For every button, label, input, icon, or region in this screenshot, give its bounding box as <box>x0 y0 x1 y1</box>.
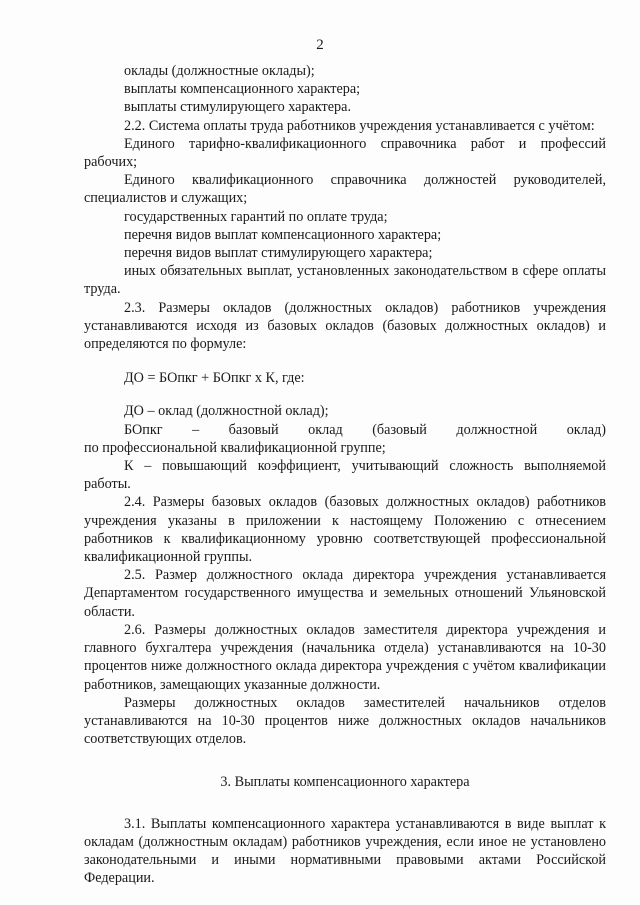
paragraph-2-6-continued: Размеры должностных окладов заместителей начальников отделов устанавливаются на 10-30 процентов ниже должностных окладов начальников соответствующих отделов. <box>84 694 606 748</box>
document-body <box>84 62 606 887</box>
list-item: перечня видов выплат компенсационного характера; <box>124 226 442 243</box>
list-item: выплаты стимулирующего характера. <box>124 99 351 116</box>
definition-bo <box>84 421 606 439</box>
paragraph-2-4: 2.4. Размеры базовых окладов (базовых должностных окладов) работников учреждения указаны в приложении к настоящему Положению с отнесением работников к квалификационному уровню соответствующей профессиональной квалификационной группы. <box>84 494 606 566</box>
list-item: Единого тарифно-квалификационного справочника работ и профессий рабочих; <box>84 135 606 171</box>
section-3-heading: 3. Выплаты компенсационного характера <box>220 774 470 791</box>
definition-do: ДО – оклад (должностной оклад); <box>124 403 329 420</box>
paragraph-2-5: 2.5. Размер должностного оклада директора учреждения устанавливается Департаментом государственного имущества и земельных отношений Ульяновской области. <box>84 567 606 620</box>
definition-k: К – повышающий коэффициент, учитывающий сложность выполняемой работы. <box>84 458 606 493</box>
paragraph-3-1: 3.1. Выплаты компенсационного характера устанавливаются в виде выплат к окладам (должностным окладам) работников учреждения, если иное не установлено законодательными и иными нормативными правовыми актами Российской Федерации. <box>84 815 606 887</box>
formula: ДО = БОпкг + БОпкг х К, где: <box>124 370 305 387</box>
list-item: оклады (должностные оклады); <box>124 63 315 79</box>
definition-bo-rest: по профессиональной квалификационной группе; <box>84 439 386 456</box>
list-item: Единого квалификационного справочника должностей руководителей, специалистов и служащих; <box>84 172 606 207</box>
list-item: государственных гарантий по оплате труда; <box>124 208 388 225</box>
definition-bo-line: БОпкг – базовый оклад (базовый должностной оклад) <box>124 421 606 438</box>
list-item: перечня видов выплат стимулирующего характера; <box>124 245 433 262</box>
list-item: выплаты компенсационного характера; <box>124 81 361 98</box>
page-number: 2 <box>316 37 324 53</box>
list-item: иных обязательных выплат, установленных законодательством в сфере оплаты труда. <box>84 263 606 298</box>
paragraph-2-6: 2.6. Размеры должностных окладов заместителя директора учреждения и главного бухгалтера учреждения (начальника отдела) устанавливаются на 10-30 процентов ниже должностного оклада директора учреждения с учётом квалификации работников, замещающих указанные должности. <box>84 621 606 693</box>
paragraph-2-3: 2.3. Размеры окладов (должностных окладов) работников учреждения устанавливаются исходя из базовых окладов (базовых должностных окладов) и определяются по формуле: <box>84 299 606 353</box>
paragraph-2-2: 2.2. Система оплаты труда работников учреждения устанавливается с учётом: <box>124 117 595 134</box>
